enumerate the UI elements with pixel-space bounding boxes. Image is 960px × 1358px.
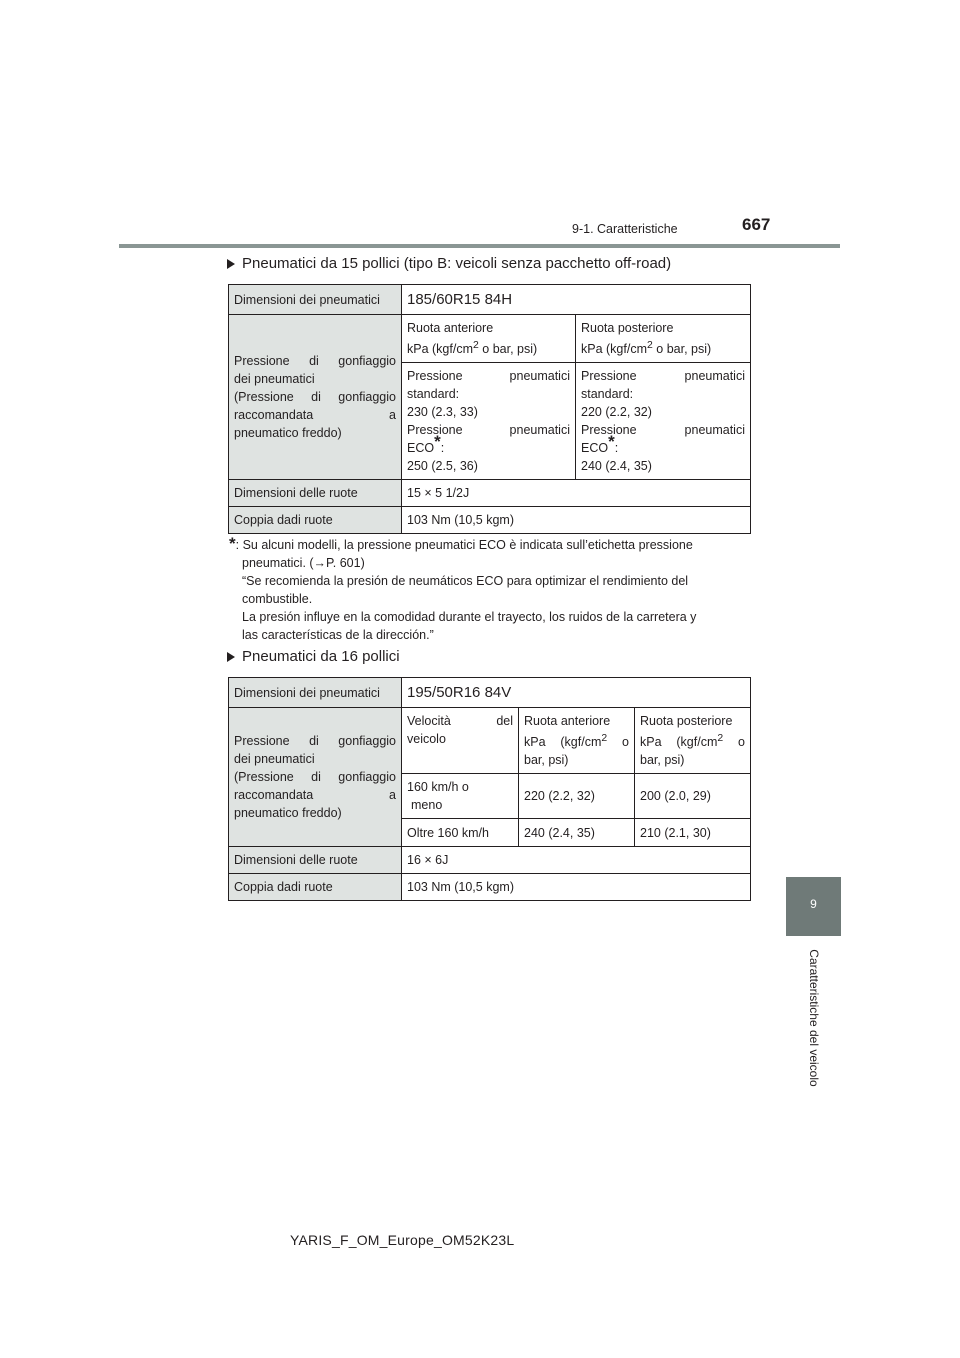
section-heading-16-inch — [227, 648, 400, 665]
rear-header-line: Ruota posteriore — [640, 714, 733, 728]
rear-eco-label-2: ECO — [581, 441, 609, 456]
front-header-unit-end: o — [607, 735, 629, 750]
rear-header-unit-end: o — [723, 735, 745, 750]
chapter-side-title: Caratteristiche del veicolo — [807, 949, 821, 1087]
document-code: YARIS_F_OM_Europe_OM52K23L — [290, 1232, 515, 1248]
chapter-label: 9-1. Caratteristiche — [572, 222, 678, 236]
torque-label: Coppia dadi ruote — [229, 874, 402, 901]
footnote-line: las características de la dirección.” — [242, 628, 434, 642]
colon: : — [614, 441, 619, 456]
footnote-line: pneumatici. (→P. 601) — [242, 556, 365, 570]
front-pressure-cell: 220 (2.2, 32) — [519, 774, 635, 819]
footnote-star: * — [434, 432, 441, 451]
rear-header-unit: kPa (kgf/cm — [640, 735, 718, 750]
superscript: 2 — [647, 340, 653, 351]
pressure-label-line: pneumatico freddo) — [234, 806, 342, 821]
front-header-unit-end: o bar, psi) — [478, 342, 538, 357]
wheel-size-value: 15 × 5 1/2J — [402, 480, 751, 507]
section-heading-text: Pneumatici da 16 pollici — [242, 648, 400, 665]
pressure-label — [229, 708, 402, 847]
rear-std-label: Pressione pneumatici — [581, 369, 745, 384]
rear-header-line: bar, psi) — [640, 753, 685, 768]
wheel-size-label: Dimensioni delle ruote — [229, 480, 402, 507]
footnote-line: La presión influye en la comodidad durante el trayecto, los ruidos de la carretera y — [242, 610, 697, 624]
pressure-label-line: Pressione di gonfiaggio — [234, 354, 396, 369]
rear-std-label-2: standard: — [581, 387, 634, 402]
tire-size-value: 185/60R15 84H — [402, 285, 751, 315]
front-eco-label-2: ECO — [407, 441, 435, 456]
pressure-label-line: raccomandata a — [234, 408, 396, 423]
triangle-bullet-icon — [227, 652, 235, 662]
speed-header — [402, 708, 519, 774]
front-header-line: Ruota anteriore — [407, 321, 494, 335]
tire-spec-table-15-inch — [228, 284, 751, 534]
pressure-label-line: Pressione di gonfiaggio — [234, 734, 396, 749]
pressure-label — [229, 315, 402, 480]
torque-value: 103 Nm (10,5 kgm) — [402, 874, 751, 901]
speed-header-line: veicolo — [407, 732, 446, 746]
footnote-star: * — [608, 432, 615, 451]
front-eco-label: Pressione pneumatici — [407, 423, 570, 438]
front-header-line: Ruota anteriore — [524, 714, 611, 728]
front-wheel-header — [519, 708, 635, 774]
front-pressure-cell: 240 (2.4, 35) — [519, 819, 635, 847]
footnote-line: “Se recomienda la presión de neumáticos ECO para optimizar el rendimiento del — [242, 574, 689, 588]
speed-cell — [402, 774, 519, 819]
footnote-line: combustible. — [242, 592, 313, 606]
footnote-star: * — [229, 534, 236, 553]
chapter-side-tab — [786, 877, 841, 936]
pressure-label-line: dei pneumatici — [234, 372, 315, 387]
front-header-line: bar, psi) — [524, 753, 569, 768]
tire-size-value: 195/50R16 84V — [402, 678, 751, 708]
rear-std-value: 220 (2.2, 32) — [581, 405, 652, 420]
front-header-unit: kPa (kgf/cm — [407, 342, 473, 357]
torque-value: 103 Nm (10,5 kgm) — [402, 507, 751, 534]
superscript: 2 — [473, 340, 479, 351]
front-wheel-header — [402, 315, 576, 363]
pressure-label-line: (Pressione di gonfiaggio — [234, 390, 396, 405]
tire-size-label: Dimensioni dei pneumatici — [229, 678, 402, 708]
wheel-size-value: 16 × 6J — [402, 847, 751, 874]
front-eco-value: 250 (2.5, 36) — [407, 459, 478, 474]
rear-pressure-cell: 200 (2.0, 29) — [635, 774, 751, 819]
eco-footnote — [229, 535, 749, 644]
front-pressure-cell — [402, 363, 576, 480]
rear-wheel-header — [635, 708, 751, 774]
front-std-label-2: standard: — [407, 387, 460, 402]
superscript: 2 — [601, 733, 608, 744]
rear-eco-value: 240 (2.4, 35) — [581, 459, 652, 474]
speed-value-2: meno — [411, 798, 443, 813]
header-rule — [119, 244, 840, 248]
pressure-label-line: (Pressione di gonfiaggio — [234, 770, 396, 785]
front-std-value: 230 (2.3, 33) — [407, 405, 478, 420]
rear-eco-label: Pressione pneumatici — [581, 423, 745, 438]
torque-label: Coppia dadi ruote — [229, 507, 402, 534]
front-std-label: Pressione pneumatici — [407, 369, 570, 384]
tire-spec-table-16-inch — [228, 677, 751, 901]
chapter-tab-number: 9 — [810, 897, 817, 911]
colon: : — [440, 441, 445, 456]
pressure-label-line: raccomandata a — [234, 788, 396, 803]
page-number: 667 — [742, 215, 771, 234]
pressure-label-line: pneumatico freddo) — [234, 426, 342, 441]
speed-header-line: Velocità del — [407, 714, 513, 728]
pressure-label-line: dei pneumatici — [234, 752, 315, 767]
tire-size-label: Dimensioni dei pneumatici — [229, 285, 402, 315]
superscript: 2 — [717, 733, 724, 744]
section-heading-15-inch — [227, 255, 671, 272]
rear-header-line: Ruota posteriore — [581, 321, 674, 335]
footnote-line: : Su alcuni modelli, la pressione pneumatici ECO è indicata sull’etichetta pressione — [235, 538, 693, 552]
front-header-unit: kPa (kgf/cm — [524, 735, 602, 750]
wheel-size-label: Dimensioni delle ruote — [229, 847, 402, 874]
rear-wheel-header — [576, 315, 751, 363]
rear-pressure-cell — [576, 363, 751, 480]
rear-pressure-cell: 210 (2.1, 30) — [635, 819, 751, 847]
rear-header-unit: kPa (kgf/cm — [581, 342, 647, 357]
speed-cell: Oltre 160 km/h — [402, 819, 519, 847]
section-heading-text: Pneumatici da 15 pollici (tipo B: veicoli senza pacchetto off-road) — [242, 255, 672, 272]
triangle-bullet-icon — [227, 259, 235, 269]
rear-header-unit-end: o bar, psi) — [652, 342, 712, 357]
speed-value: 160 km/h o — [407, 780, 469, 795]
